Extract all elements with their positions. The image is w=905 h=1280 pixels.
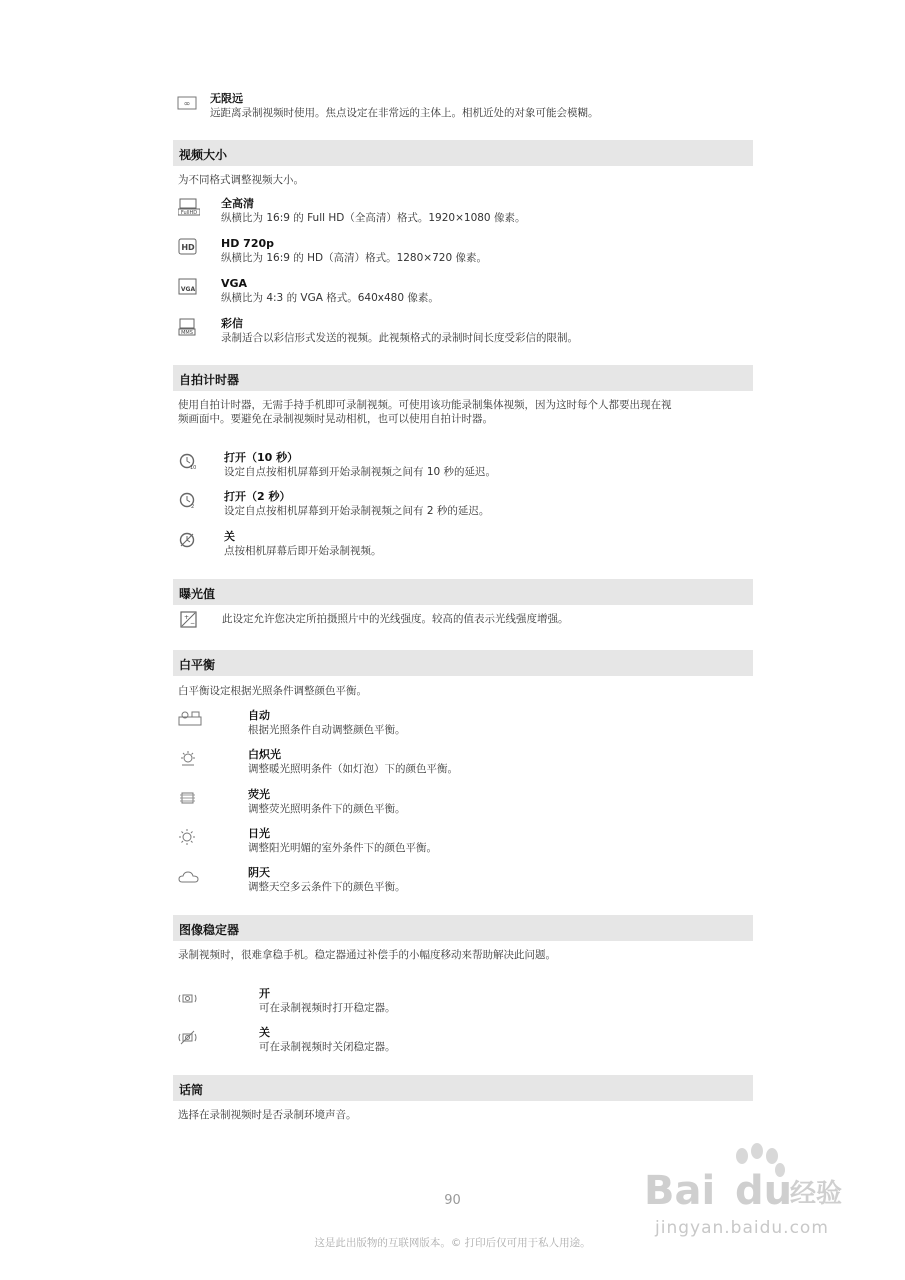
video-size-item-desc: 录制适合以彩信形式发送的视频。此视频格式的录制时间长度受彩信的限制。 [221, 332, 578, 344]
wb-item-title: 阴天 [248, 866, 270, 879]
fluorescent-icon [178, 789, 198, 807]
section-stabilizer [173, 915, 753, 941]
section-exposure [173, 579, 753, 605]
stabilizer-item-title: 开 [259, 987, 270, 1000]
svg-text:−: − [190, 620, 196, 627]
section-self-timer [173, 365, 753, 391]
svg-text:MMS: MMS [181, 330, 193, 336]
exposure-desc: 此设定允许您决定所拍摄照片中的光线强度。较高的值表示光线强度增强。 [222, 613, 569, 625]
video-size-item-title: VGA [221, 277, 248, 290]
video-size-intro: 为不同格式调整视频大小。 [178, 174, 304, 186]
wb-item-title: 日光 [248, 827, 270, 840]
self-timer-item-title: 打开（10 秒） [224, 451, 299, 464]
wb-item-title: 荧光 [248, 788, 270, 801]
section-video-size [173, 140, 753, 166]
video-size-item-desc: 纵横比为 16:9 的 Full HD（全高清）格式。1920×1080 像素。 [221, 212, 526, 224]
vga-icon [178, 278, 198, 296]
stabilizer-item-title: 关 [259, 1026, 270, 1039]
svg-text:HD: HD [181, 243, 195, 252]
svg-text:FullHD: FullHD [180, 210, 198, 216]
self-timer-item-desc: 设定自点按相机屏幕到开始录制视频之间有 10 秒的延迟。 [224, 466, 497, 478]
self-timer-intro-line1: 使用自拍计时器，无需手持手机即可录制视频。可使用该功能录制集体视频，因为这时每个人都要出现在视 [178, 399, 672, 411]
infinity-desc: 远距离录制视频时使用。焦点设定在非常远的主体上。相机近处的对象可能会模糊。 [210, 107, 599, 119]
section-heading: 曝光值 [179, 587, 216, 601]
wb-item-title: 自动 [248, 709, 270, 722]
self-timer-item-title: 打开（2 秒） [224, 490, 291, 503]
wb-auto-icon [178, 709, 204, 727]
timer-10s-icon [178, 452, 198, 470]
stabilizer-item-desc: 可在录制视频时打开稳定器。 [259, 1002, 396, 1014]
video-size-item-title: HD 720p [221, 237, 275, 250]
timer-2s-icon [178, 491, 198, 509]
daylight-icon [178, 828, 198, 846]
self-timer-intro-line2: 频画面中。要避免在录制视频时晃动相机，也可以使用自拍计时器。 [178, 413, 493, 425]
white-balance-intro: 白平衡设定根据光照条件调整颜色平衡。 [178, 685, 367, 697]
section-microphone [173, 1075, 753, 1101]
self-timer-item-title: 关 [224, 530, 235, 543]
wb-item-desc: 根据光照条件自动调整颜色平衡。 [248, 724, 406, 736]
svg-text:Bai: Bai [644, 1168, 716, 1214]
timer-off-icon [178, 531, 198, 549]
svg-text:VGA: VGA [180, 286, 196, 293]
hd-icon [178, 238, 198, 256]
svg-text:∞: ∞ [183, 99, 191, 108]
video-size-item-desc: 纵横比为 4:3 的 VGA 格式。640x480 像素。 [221, 292, 439, 304]
infinity-focus-icon [177, 94, 197, 112]
page-number: 90 [444, 1193, 461, 1208]
wb-item-title: 白炽光 [248, 748, 281, 761]
cloudy-icon [178, 868, 198, 886]
exposure-icon [180, 611, 200, 629]
svg-text:2: 2 [191, 504, 195, 509]
section-heading: 图像稳定器 [179, 923, 240, 937]
stabilizer-item-desc: 可在录制视频时关闭稳定器。 [259, 1041, 396, 1053]
stabilizer-off-icon [178, 1029, 198, 1047]
infinity-title: 无限远 [210, 92, 243, 105]
section-heading: 话筒 [179, 1083, 204, 1097]
wb-item-desc: 调整天空多云条件下的颜色平衡。 [248, 881, 406, 893]
self-timer-item-desc: 点按相机屏幕后即开始录制视频。 [224, 545, 382, 557]
section-heading: 自拍计时器 [179, 373, 240, 387]
footer-note: 这是此出版物的互联网版本。© 打印后仅可用于私人用途。 [314, 1237, 591, 1249]
stabilizer-intro: 录制视频时，很难拿稳手机。稳定器通过补偿手的小幅度移动来帮助解决此问题。 [178, 949, 556, 961]
section-heading: 视频大小 [179, 148, 228, 162]
svg-text:+: + [184, 614, 190, 621]
stabilizer-on-icon [178, 990, 198, 1008]
video-size-item-desc: 纵横比为 16:9 的 HD（高清）格式。1280×720 像素。 [221, 252, 487, 264]
svg-text:经验: 经验 [790, 1179, 843, 1209]
microphone-intro: 选择在录制视频时是否录制环境声音。 [178, 1109, 357, 1121]
mms-icon [178, 318, 198, 336]
incandescent-icon [178, 750, 198, 768]
wb-item-desc: 调整暖光照明条件（如灯泡）下的颜色平衡。 [248, 763, 458, 775]
section-heading: 白平衡 [179, 658, 216, 672]
wb-item-desc: 调整荧光照明条件下的颜色平衡。 [248, 803, 406, 815]
section-white-balance [173, 650, 753, 676]
full-hd-icon [178, 198, 198, 216]
self-timer-item-desc: 设定自点按相机屏幕到开始录制视频之间有 2 秒的延迟。 [224, 505, 490, 517]
svg-text:du: du [735, 1168, 793, 1214]
video-size-item-title: 彩信 [221, 317, 243, 330]
wb-item-desc: 调整阳光明媚的室外条件下的颜色平衡。 [248, 842, 437, 854]
baidu-watermark-url: jingyan.baidu.com [655, 1218, 829, 1238]
video-size-item-title: 全高清 [221, 197, 254, 210]
svg-text:10: 10 [190, 465, 196, 470]
